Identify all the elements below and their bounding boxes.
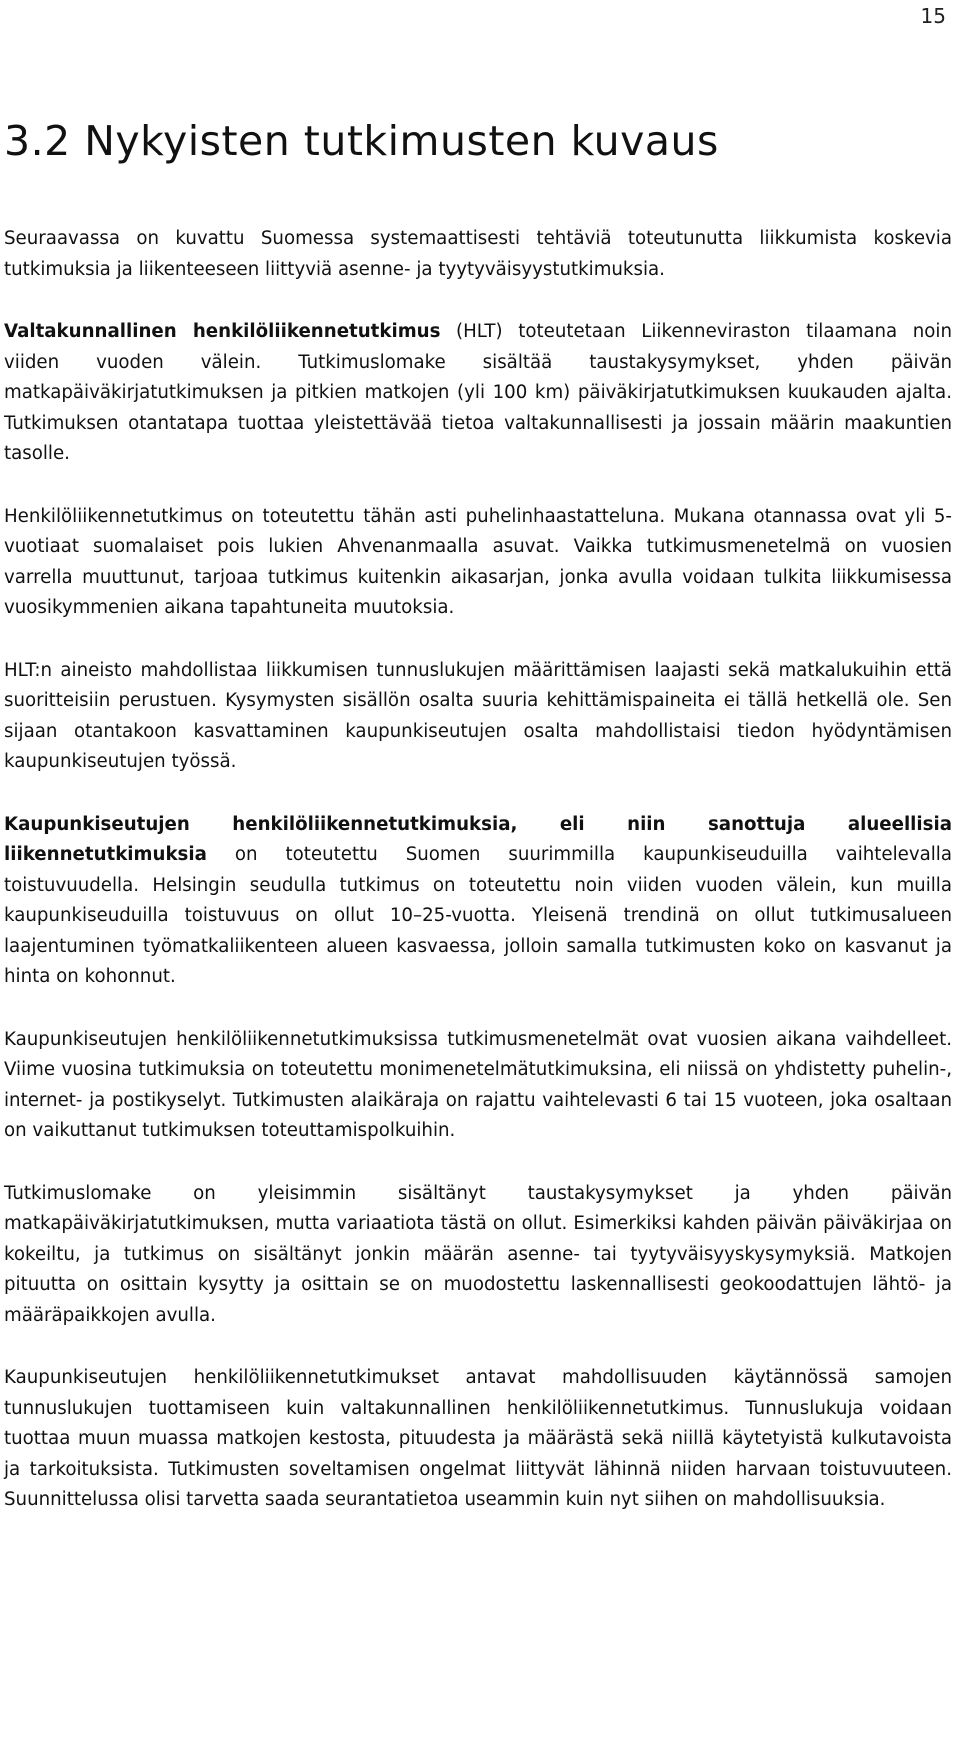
- paragraph-hlt: [4, 317, 952, 470]
- paragraph-text: HLT:n aineisto mahdollistaa liikkumisen tunnuslukujen määrittämisen laajasti sekä matkalukuihin että suoritteisiin perustuen. Kysymysten sisällön osalta suuria kehittämispaineita ei tällä hetkellä ole. Sen sijaan otantakoon kasvattaminen kaupunkiseutujen osalta mahdollistaisi tiedon hyödyntämisen kaupunkiseutujen työssä.: [4, 659, 952, 772]
- paragraph-bold-lead: Valtakunnallinen henkilöliikennetutkimus: [4, 321, 441, 342]
- paragraph-indicators: [4, 1363, 952, 1516]
- body-text: [4, 224, 952, 1516]
- paragraph-text: (HLT) toteutetaan Liikenneviraston tilaamana noin viiden vuoden välein. Tutkimuslomake sisältää taustakysymykset, yhden päivän matkapäiväkirjatutkimuksen ja pitkien matkojen (yli 100 km) päiväkirjatutkimuksen kuukauden ajalta. Tutkimuksen otantatapa tuottaa yleistettävää tietoa valtakunnallisesti ja jossain määrin maakuntien tasolle.: [4, 321, 952, 464]
- paragraph-text: Kaupunkiseutujen henkilöliikennetutkimukset antavat mahdollisuuden käytännössä samojen tunnuslukujen tuottamiseen kuin valtakunnallinen henkilöliikennetutkimus. Tunnuslukuja voidaan tuottaa muun muassa matkojen kestosta, pituudesta ja määrästä sekä niillä käytetyistä kulkutavoista ja tarkoituksista. Tutkimusten soveltamisen ongelmat liittyvät lähinnä niiden harvaan toistuvuuteen. Suunnittelussa olisi tarvetta saada seurantatietoa useammin kuin nyt siihen on mahdollisuuksia.: [4, 1367, 952, 1510]
- paragraph-hlt-data: [4, 656, 952, 778]
- page-number: 15: [920, 4, 946, 28]
- paragraph-text: Kaupunkiseutujen henkilöliikennetutkimuksissa tutkimusmenetelmät ovat vuosien aikana vaihdelleet. Viime vuosina tutkimuksia on toteutettu monimenetelmätutkimuksina, eli niissä on yhdistetty puhelin-, internet- ja postikyselyt. Tutkimusten alaikäraja on rajattu vaihtelevasti 6 tai 15 vuoteen, joka osaltaan on vaikuttanut tutkimuksen toteuttamispolkuihin.: [4, 1028, 952, 1141]
- paragraph-regional: [4, 810, 952, 993]
- paragraph-text: Tutkimuslomake on yleisimmin sisältänyt taustakysymykset ja yhden päivän matkapäiväkirjatutkimuksen, mutta variaatiota tästä on ollut. Esimerkiksi kahden päivän päiväkirjaa on kokeiltu, ja tutkimus on sisältänyt jonkin määrän asenne- tai tyytyväisyyskysymyksiä. Matkojen pituutta on osittain kysytty ja osittain se on muodostettu laskennallisesti geokoodattujen lähtö- ja määräpaikkojen avulla.: [4, 1182, 952, 1326]
- paragraph-questionnaire: [4, 1179, 952, 1332]
- section-heading: 3.2 Nykyisten tutkimusten kuvaus: [4, 117, 719, 165]
- paragraph-text: Seuraavassa on kuvattu Suomessa systemaattisesti tehtäviä toteutunutta liikkumista koskevia tutkimuksia ja liikenteeseen liittyviä asenne- ja tyytyväisyystutkimuksia.: [4, 228, 952, 280]
- paragraph-bold-lead: Kaupunkiseutujen henkilöliikennetutkimuksia, eli niin sanottuja alueellisia liikennetutkimuksia: [4, 813, 952, 865]
- paragraph-intro: [4, 224, 952, 285]
- paragraph-regional-methods: [4, 1025, 952, 1147]
- paragraph-hlt-method: [4, 502, 952, 624]
- paragraph-text: Henkilöliikennetutkimus on toteutettu tähän asti puhelinhaastatteluna. Mukana otannassa ovat yli 5-vuotiaat suomalaiset pois lukien Ahvenanmaalla asuvat. Vaikka tutkimusmenetelmä on vuosien varrella muuttunut, tarjoaa tutkimus kuitenkin aikasarjan, jonka avulla voidaan tulkita liikkumisessa vuosikymmenien aikana tapahtuneita muutoksia.: [4, 505, 952, 618]
- paragraph-text: on toteutettu Suomen suurimmilla kaupunkiseuduilla vaihtelevalla toistuvuudella. Helsingin seudulla tutkimus on toteutettu noin viiden vuoden välein, kun muilla kaupunkiseuduilla toistuvuus on ollut 10–25-vuotta. Yleisenä trendinä on ollut tutkimusalueen laajentuminen työmatkaliikenteen alueen kasvaessa, jolloin samalla tutkimusten koko on kasvanut ja hinta on kohonnut.: [4, 844, 952, 987]
